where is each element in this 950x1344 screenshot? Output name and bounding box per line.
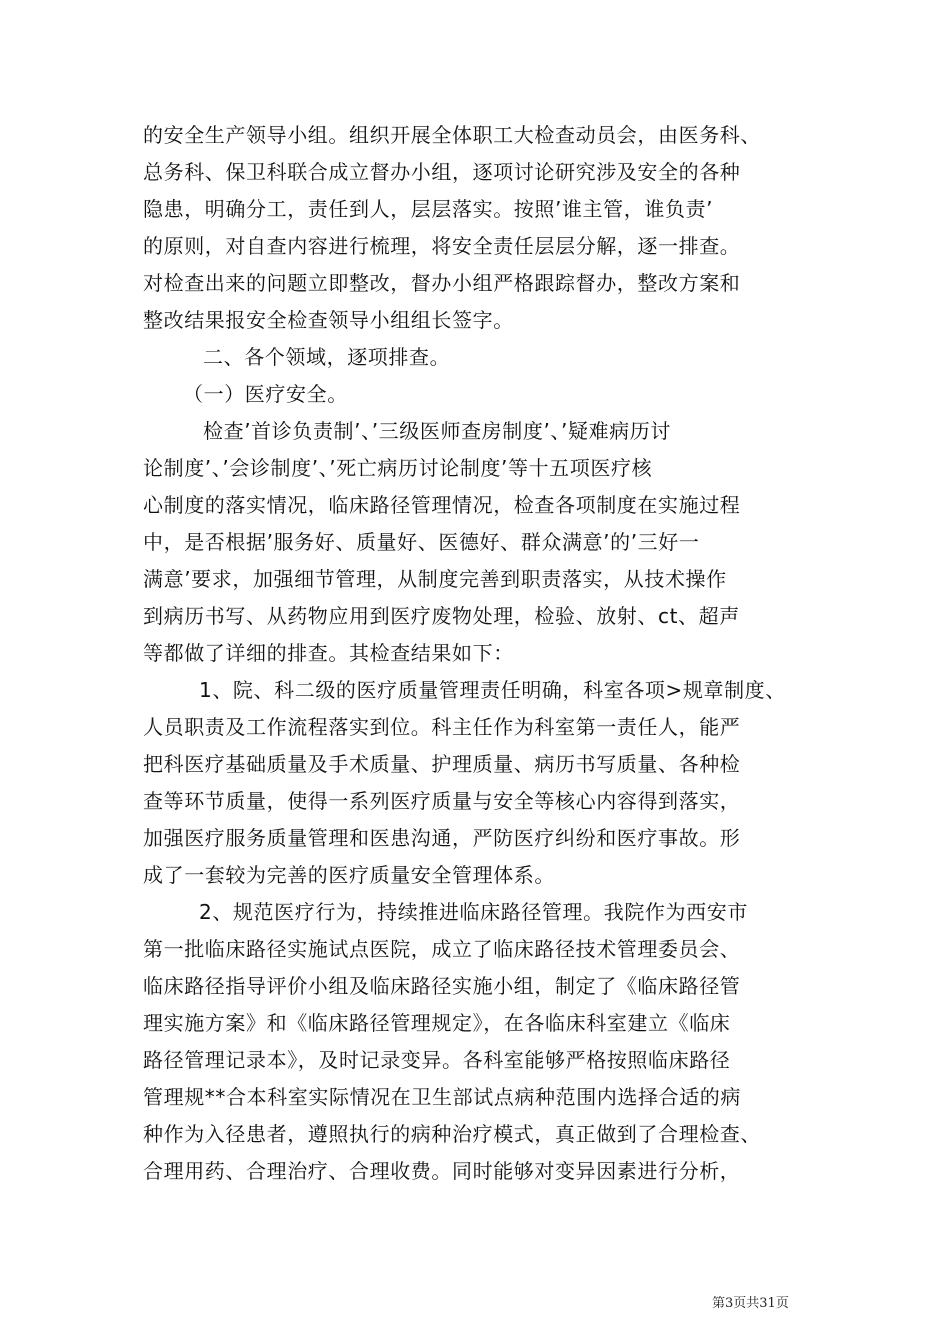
text-line: 第一批临床路径实施试点医院，成立了临床路径技术管理委员会、 [143, 937, 741, 961]
text-line: 对检查出来的问题立即整改，督办小组严格跟踪督办，整改方案和 [143, 271, 741, 295]
text-line: 查等环节质量，使得一系列医疗质量与安全等核心内容得到落实， [143, 789, 741, 813]
text-line: 2、规范医疗行为，持续推进临床路径管理。我院作为西安市 [199, 900, 748, 924]
text-line: 总务科、保卫科联合成立督办小组，逐项讨论研究涉及安全的各种 [143, 160, 741, 184]
text-line: 论制度’、’会诊制度’、’死亡病历讨论制度’等十五项医疗核 [143, 456, 653, 480]
text-line: 路径管理记录本》，及时记录变异。各科室能够严格按照临床路径 [143, 1048, 731, 1072]
section-heading: 二、各个领域，逐项排查。 [203, 345, 451, 369]
text-line: 管理规**合本科室实际情况在卫生部试点病种范围内选择合适的病 [143, 1085, 741, 1109]
text-line: 中，是否根据’服务好、质量好、医德好、群众满意’的’三好一 [143, 530, 700, 554]
text-line: 1、院、科二级的医疗质量管理责任明确，科室各项>规章制度、 [199, 678, 786, 702]
text-line: 的原则，对自查内容进行梳理，将安全责任层层分解，逐一排查。 [143, 234, 741, 258]
text-line: 人员职责及工作流程落实到位。科主任作为科室第一责任人，能严 [143, 715, 741, 739]
text-line: 到病历书写、从药物应用到医疗废物处理，检验、放射、ct、超声 [143, 604, 740, 628]
text-line: 的安全生产领导小组。组织开展全体职工大检查动员会，由医务科、 [143, 123, 761, 147]
text-line: 检查’首诊负责制’、’三级医师查房制度’、’疑难病历讨 [203, 419, 671, 443]
subsection-heading: （一）医疗安全。 [183, 382, 348, 406]
text-line: 等都做了详细的排查。其检查结果如下： [143, 641, 514, 665]
text-line: 临床路径指导评价小组及临床路径实施小组，制定了《临床路径管 [143, 974, 741, 998]
text-line: 成了一套较为完善的医疗质量安全管理体系。 [143, 863, 555, 887]
text-line: 种作为入径患者，遵照执行的病种治疗模式，真正做到了合理检查、 [143, 1122, 761, 1146]
document-body [143, 117, 823, 1190]
text-line: 满意’要求，加强细节管理，从制度完善到职责落实，从技术操作 [143, 567, 727, 591]
text-line: 加强医疗服务质量管理和医患沟通，严防医疗纠纷和医疗事故。形 [143, 826, 741, 850]
text-line: 心制度的落实情况，临床路径管理情况，检查各项制度在实施过程 [143, 493, 741, 517]
text-line: 整改结果报安全检查领导小组组长签字。 [143, 308, 514, 332]
text-line: 理实施方案》和《临床路径管理规定》，在各临床科室建立《临床 [143, 1011, 731, 1035]
text-line: 隐患，明确分工，责任到人，层层落实。按照’谁主管，谁负责’ [143, 197, 714, 221]
text-line: 把科医疗基础质量及手术质量、护理质量、病历书写质量、各种检 [143, 752, 741, 776]
page-number-footer: 第3页共31页 [712, 1296, 789, 1311]
text-line: 合理用药、合理治疗、合理收费。同时能够对变异因素进行分析， [143, 1159, 741, 1183]
